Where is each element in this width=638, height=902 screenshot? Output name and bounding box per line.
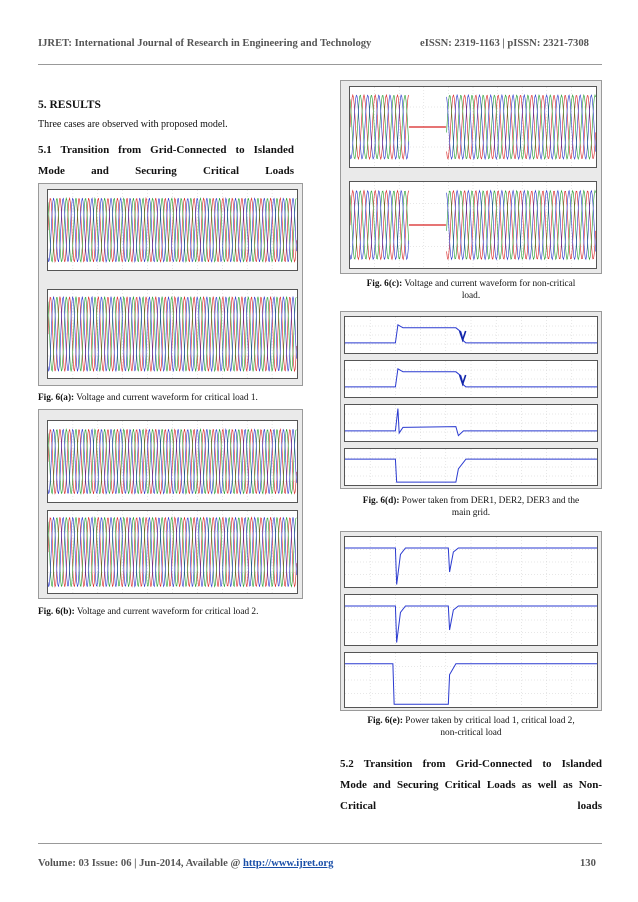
der3-power-plot [344,404,598,442]
journal-name: IJRET: International Journal of Research in Engineering and Technology [38,38,372,49]
voltage-plot [47,189,298,271]
der2-power-plot [344,360,598,398]
header-rule [38,64,602,65]
figure-6b-caption: Fig. 6(b): Voltage and current waveform for critical load 2. [38,607,259,617]
intro-text: Three cases are observed with proposed model. [38,119,228,130]
non-critical-load-power-plot [344,652,598,708]
figure-6e-scope [340,531,602,711]
footer-volume: Volume: 03 Issue: 06 | Jun-2014, Available @ http://www.ijret.org [38,858,334,869]
subsection-5-2-line3: Critical loads [340,800,602,812]
current-plot [349,181,597,269]
critical-load-2-power-plot [344,594,598,646]
subsection-5-1 [38,140,294,182]
figure-6a-caption: Fig. 6(a): Voltage and current waveform for critical load 1. [38,393,258,403]
figure-6a-scope [38,183,303,386]
figure-6b-scope [38,409,303,599]
current-plot [47,510,298,594]
figure-6d-caption: Fig. 6(d): Power taken from DER1, DER2, DER3 and the main grid. [362,496,580,518]
figure-6d-scope [340,311,602,489]
voltage-plot [47,420,298,503]
current-plot [47,289,298,379]
footer-rule [38,843,602,844]
subsection-5-2 [340,754,602,817]
subsection-5-2-line2: Mode and Securing Critical Loads as well as Non- [340,779,602,791]
subsection-5-2-line1: 5.2 Transition from Grid-Connected to Islanded [340,758,602,770]
figure-6c-caption: Fig. 6(c): Voltage and current waveform for non-critical load. [366,279,576,301]
subsection-5-1-line1: 5.1 Transition from Grid-Connected to Islanded [38,144,294,156]
issn: eISSN: 2319-1163 | pISSN: 2321-7308 [420,38,589,49]
figure-6c-scope [340,80,602,274]
main-grid-power-plot [344,448,598,486]
journal-link[interactable]: http://www.ijret.org [242,858,334,869]
der1-power-plot [344,316,598,354]
voltage-plot [349,86,597,168]
critical-load-1-power-plot [344,536,598,588]
figure-6e-caption: Fig. 6(e): Power taken by critical load 1, critical load 2, non-critical load [367,716,575,738]
subsection-5-1-line2: Mode and Securing Critical Loads [38,165,294,177]
page-number: 130 [580,858,596,869]
section-heading: 5. RESULTS [38,99,101,111]
